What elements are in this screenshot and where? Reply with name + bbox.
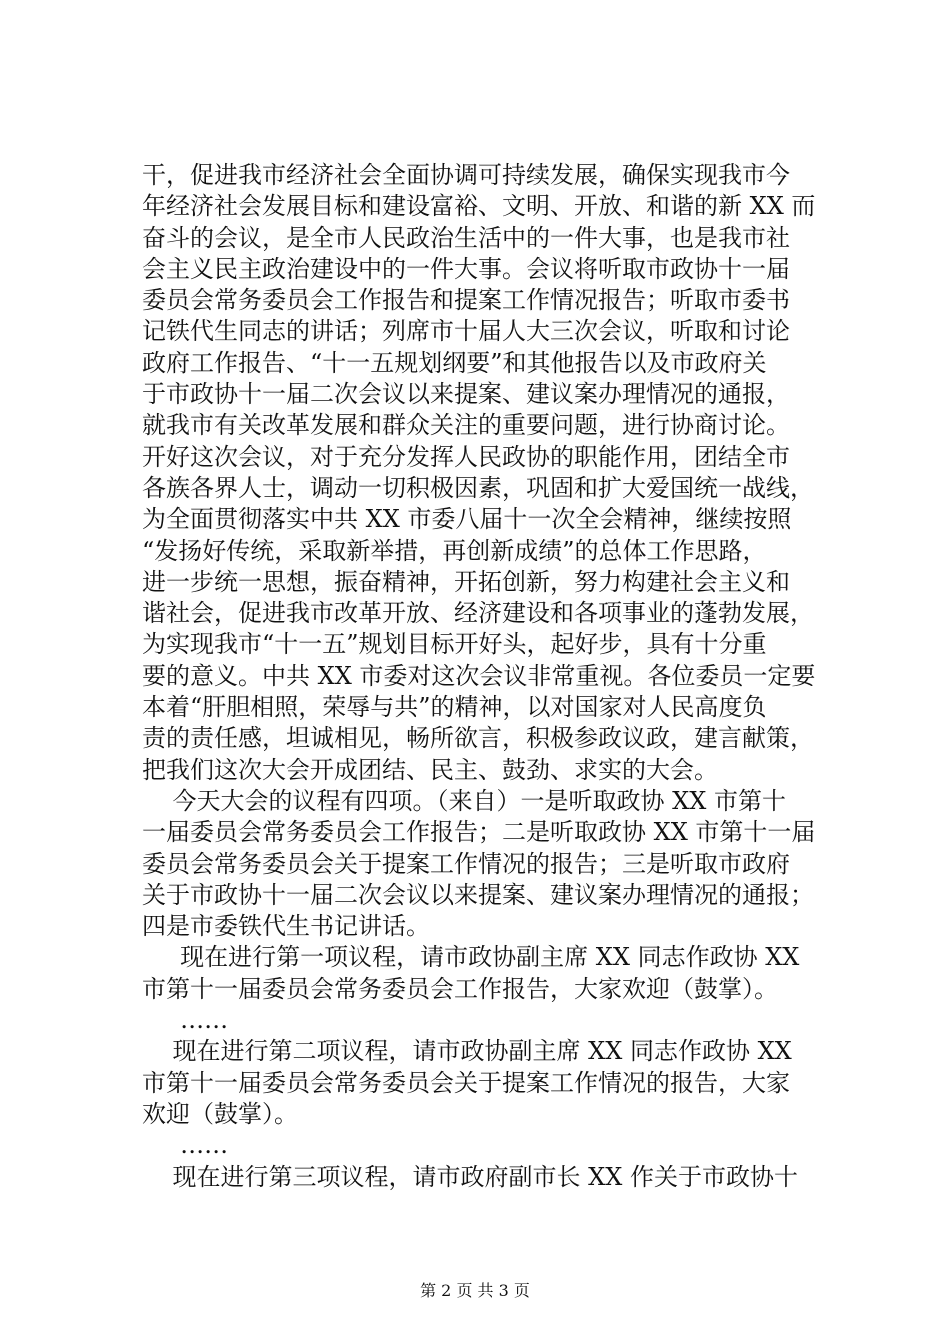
text-line: 委员会常务委员会关于提案工作情况的报告；三是听取市政府: [142, 849, 790, 878]
text-line: 谐社会，促进我市改革开放、经济建设和各项事业的蓬勃发展，: [142, 599, 814, 628]
text-line: 开好这次会议，对于充分发挥人民政协的职能作用，团结全市: [142, 442, 790, 471]
text-line: 会主义民主政治建设中的一件大事。会议将听取市政协十一届: [142, 254, 790, 283]
text-line: 为实现我市“十一五”规划目标开好头，起好步，具有十分重: [142, 630, 767, 659]
page-footer: 第 2 页 共 3 页: [420, 1281, 530, 1300]
text-line: 一届委员会常务委员会工作报告；二是听取政协 XX 市第十一届: [142, 818, 816, 847]
text-line: 责的责任感，坦诚相见，畅所欲言，积极参政议政，建言献策，: [142, 724, 814, 753]
text-line: 今天大会的议程有四项。（来自）一是听取政协 XX 市第十: [142, 786, 786, 815]
text-line: 委员会常务委员会工作报告和提案工作情况报告；听取市委书: [142, 286, 790, 315]
text-line: 年经济社会发展目标和建设富裕、文明、开放、和谐的新 XX 而: [142, 192, 816, 221]
text-line: 市第十一届委员会常务委员会关于提案工作情况的报告，大家: [142, 1068, 790, 1097]
text-line: 关于市政协十一届二次会议以来提案、建议案办理情况的通报；: [142, 880, 814, 909]
text-line: 进一步统一思想，振奋精神，开拓创新，努力构建社会主义和: [142, 567, 790, 596]
text-line: ……: [142, 1006, 229, 1035]
text-line: 把我们这次大会开成团结、民主、鼓劲、求实的大会。: [142, 755, 718, 784]
text-line: 为全面贯彻落实中共 XX 市委八届十一次全会精神，继续按照: [142, 505, 792, 534]
text-line: 奋斗的会议，是全市人民政治生活中的一件大事，也是我市社: [142, 223, 790, 252]
text-line: 现在进行第一项议程，请市政协副主席 XX 同志作政协 XX: [142, 943, 800, 972]
text-line: 政府工作报告、“十一五规划纲要”和其他报告以及市政府关: [142, 348, 767, 377]
text-line: ……: [142, 1131, 229, 1160]
text-line: 四是市委铁代生书记讲话。: [142, 912, 430, 941]
text-line: 记铁代生同志的讲话；列席市十届人大三次会议，听取和讨论: [142, 317, 790, 346]
text-line: 现在进行第三项议程，请市政府副市长 XX 作关于市政协十: [142, 1162, 798, 1191]
text-line: “发扬好传统，采取新举措，再创新成绩”的总体工作思路，: [142, 536, 767, 565]
text-line: 要的意义。中共 XX 市委对这次会议非常重视。各位委员一定要: [142, 661, 816, 690]
text-line: 现在进行第二项议程，请市政协副主席 XX 同志作政协 XX: [142, 1037, 792, 1066]
text-line: 干，促进我市经济社会全面协调可持续发展，确保实现我市今: [142, 161, 790, 189]
document-body: [142, 160, 832, 1193]
text-line: 市第十一届委员会常务委员会工作报告，大家欢迎（鼓掌）。: [142, 974, 778, 1003]
text-line: 本着“肝胆相照，荣辱与共”的精神，以对国家对人民高度负: [142, 693, 767, 722]
text-line: 欢迎（鼓掌）。: [142, 1099, 298, 1128]
text-line: 就我市有关改革发展和群众关注的重要问题，进行协商讨论。: [142, 411, 790, 440]
text-line: 各族各界人士，调动一切积极因素，巩固和扩大爱国统一战线，: [142, 473, 814, 502]
text-line: 于市政协十一届二次会议以来提案、建议案办理情况的通报，: [142, 380, 790, 409]
